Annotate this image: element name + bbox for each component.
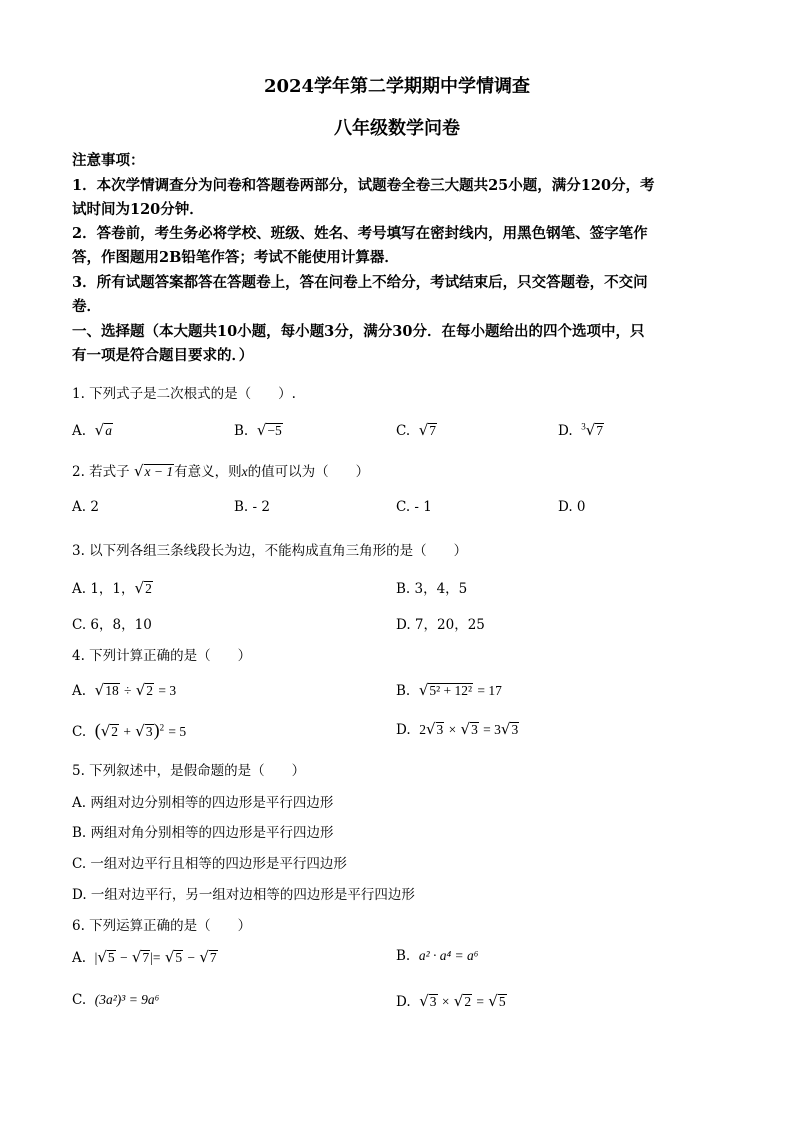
q3-option-d: D. 7，20，25	[396, 617, 485, 633]
exam-title: 2024学年第二学期期中学情调查	[263, 76, 531, 97]
question-4-stem: 4. 下列计算正确的是（ ）	[72, 648, 252, 664]
q1-option-c: C. √7	[396, 421, 437, 439]
question-1-stem: 1. 下列式子是二次根式的是（ ）.	[72, 386, 296, 402]
q6-option-c: C. (3a²)³ = 9a⁶	[72, 992, 160, 1008]
q2-option-b: B. - 2	[234, 499, 270, 515]
q3-option-c: C. 6，8，10	[72, 617, 152, 633]
q2-option-c: C. - 1	[396, 499, 432, 515]
question-3-stem: 3. 以下列各组三条线段长为边，不能构成直角三角形的是（ ）	[72, 543, 468, 559]
q5-option-b: B. 两组对角分别相等的四边形是平行四边形	[72, 825, 334, 841]
q6-option-d: D. √3 × √2 = √5	[396, 992, 506, 1010]
q2-option-a: A. 2	[72, 499, 99, 515]
notes-line: 2．答卷前，考生务必将学校、班级、姓名、考号填写在密封线内，用黑色钢笔、签字笔作	[72, 225, 648, 242]
notes-line: 1．本次学情调查分为问卷和答题卷两部分，试题卷全卷三大题共25小题，满分120分，考	[72, 177, 655, 194]
notes-line: 试时间为120分钟．	[72, 201, 204, 218]
q2-option-d: D. 0	[558, 499, 586, 515]
section-heading: 有一项是符合题目要求的．）	[72, 347, 254, 364]
q3-option-a: A. 1，1，√2	[72, 579, 152, 597]
exam-subtitle: 八年级数学问卷	[334, 118, 460, 139]
notes-line: 卷．	[72, 298, 101, 315]
q4-option-d: D. 2√3 × √3 = 3√3	[396, 720, 519, 738]
question-5-stem: 5. 下列叙述中，是假命题的是（ ）	[72, 763, 306, 779]
question-2-stem: 2. 若式子 √x − 1有意义，则x的值可以为（ ）	[72, 462, 370, 480]
notes-heading: 注意事项：	[72, 152, 145, 169]
q5-option-a: A. 两组对边分别相等的四边形是平行四边形	[72, 795, 334, 811]
section-heading: 一、选择题（本大题共10小题，每小题3分，满分30分．在每小题给出的四个选项中，只	[72, 323, 645, 340]
notes-line: 3．所有试题答案都答在答题卷上，答在问卷上不给分，考试结束后，只交答题卷，不交问	[72, 274, 648, 291]
q6-option-b: B. a² · a⁴ = a⁶	[396, 948, 479, 964]
q1-option-b: B. √−5	[234, 421, 282, 439]
question-6-stem: 6. 下列运算正确的是（ ）	[72, 918, 252, 934]
notes-line: 答，作图题用2B铅笔作答；考试不能使用计算器．	[72, 249, 399, 266]
q5-option-d: D. 一组对边平行，另一组对边相等的四边形是平行四边形	[72, 887, 415, 903]
q4-option-a: A. √18 ÷ √2 = 3	[72, 681, 177, 699]
q3-option-b: B. 3，4，5	[396, 581, 468, 597]
q1-option-a: A. √a	[72, 421, 112, 439]
q1-option-d: D. $^3$√7	[558, 421, 604, 439]
q4-option-c: C. $(√2 + √3)^2 = 5$	[72, 720, 187, 740]
q5-option-c: C. 一组对边平行且相等的四边形是平行四边形	[72, 856, 347, 872]
q6-option-a: A. |√5 − √7|= √5 − √7	[72, 948, 217, 966]
q4-option-b: B. √5² + 12² = 17	[396, 681, 502, 699]
